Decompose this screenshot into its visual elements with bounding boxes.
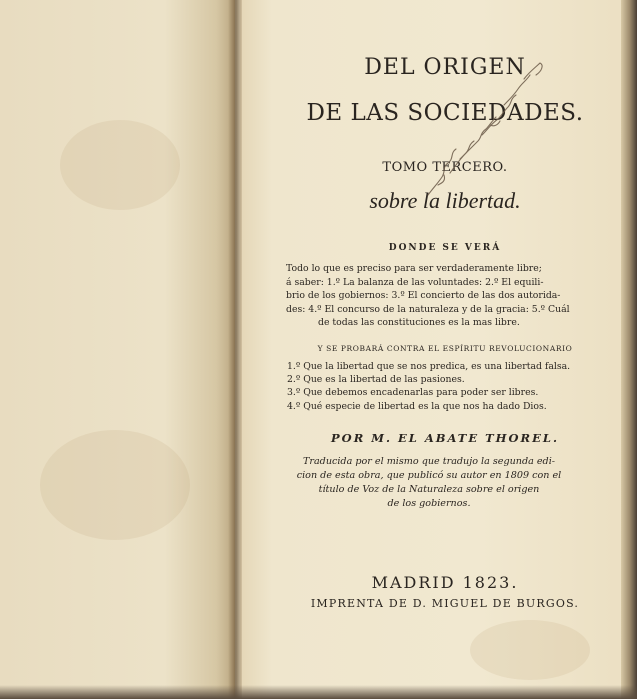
left-blank-page: [0, 0, 235, 699]
volume-label: TOMO TERCERO.: [382, 160, 508, 175]
page-edge-shadow: [621, 0, 637, 699]
proof-heading: Y SE PROBARÁ CONTRA EL ESPÍRITU REVOLUCIONARIO: [317, 344, 573, 353]
summary-line: des: 4.º El concurso de la naturaleza y de la gracia: 5.º Cuál: [286, 303, 570, 315]
subject-subtitle: sobre la libertad.: [369, 188, 521, 213]
translation-line: cion de esta obra, que publicó su autor en 1809 con el: [296, 470, 562, 481]
translation-line: de los gobiernos.: [387, 498, 471, 509]
proof-item: 1.º Que la libertad que se nos predica, es una libertad falsa.: [287, 361, 571, 372]
book-gutter: [228, 0, 242, 699]
summary-line: á saber: 1.º La balanza de las voluntades: 2.º El equili-: [286, 276, 544, 288]
translation-line: Traducida por el mismo que tradujo la segunda edi-: [302, 456, 556, 467]
imprint-printer: IMPRENTA DE D. MIGUEL DE BURGOS.: [310, 597, 580, 610]
title-line-1: DEL ORIGEN: [364, 55, 526, 80]
translation-line: título de Voz de la Naturaleza sobre el origen: [318, 484, 540, 495]
where-heading: DONDE SE VERÁ: [388, 243, 502, 253]
proof-item: 4.º Qué especie de libertad es la que nos ha dado Dios.: [287, 400, 547, 412]
proof-list: [287, 360, 570, 413]
handwritten-signature-icon: [420, 55, 550, 205]
paper-stain: [60, 120, 180, 210]
imprint-place-date: MADRID 1823.: [371, 573, 519, 592]
proof-item: 3.º Que debemos encadenarlas para poder ser libres.: [287, 387, 539, 399]
summary-paragraph: [286, 262, 568, 330]
summary-line: de todas las constituciones es la mas libre.: [318, 317, 520, 328]
title-line-2: DE LAS SOCIEDADES.: [306, 100, 584, 126]
proof-item: 2.º Que es la libertad de las pasiones.: [287, 374, 465, 386]
summary-line: brio de los gobiernos: 3.º El concierto de las dos autorida-: [286, 290, 561, 301]
summary-line: Todo lo que es preciso para ser verdaderamente libre;: [286, 263, 542, 274]
paper-stain: [470, 620, 590, 680]
bottom-edge-shadow: [0, 685, 637, 699]
translation-note: [284, 455, 574, 511]
author-line: POR M. EL ABATE THOREL.: [331, 431, 559, 445]
paper-stain: [40, 430, 190, 540]
